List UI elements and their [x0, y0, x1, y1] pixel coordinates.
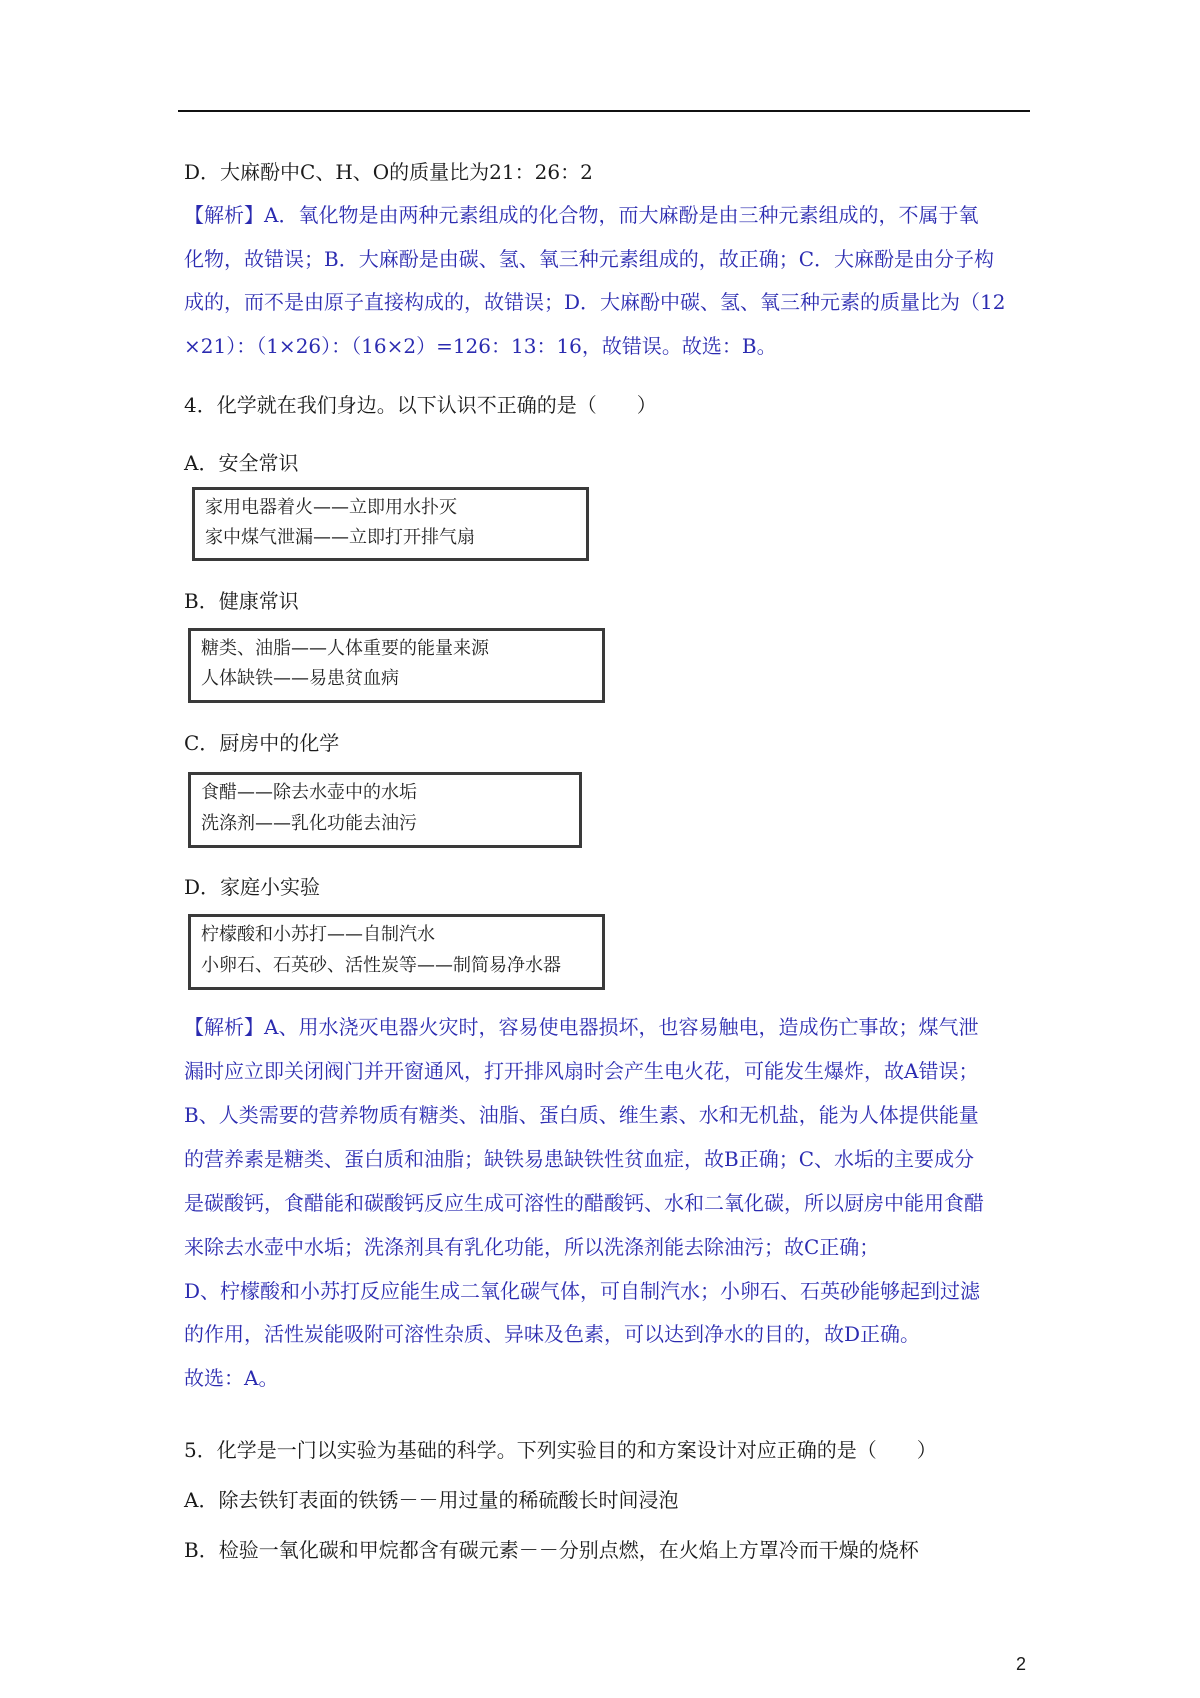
q5-option-b: B．检验一氧化碳和甲烷都含有碳元素－－分别点燃，在火焰上方罩冷而干燥的烧杯 [184, 1538, 919, 1562]
analysis3-tag: 【解析】 [184, 203, 264, 227]
q4-option-b-box-line-2: 人体缺铁——易患贫血病 [201, 668, 399, 689]
q4-option-b-box [188, 628, 605, 703]
q4-option-a-box-line-2: 家中煤气泄漏——立即打开排气扇 [205, 527, 475, 548]
analysis3-line-3: 成的，而不是由原子直接构成的，故错误；D．大麻酚中碳、氢、氧三种元素的质量比为（12 [184, 290, 1006, 314]
header-rule [178, 110, 1030, 112]
q5-stem: 5．化学是一门以实验为基础的科学。下列实验目的和方案设计对应正确的是（ ） [184, 1438, 937, 1462]
q4-option-a-box-line-1: 家用电器着火——立即用水扑灭 [205, 497, 457, 518]
analysis4-line-6: 来除去水壶中水垢；洗涤剂具有乳化功能，所以洗涤剂能去除油污；故C正确； [184, 1235, 880, 1259]
analysis4-line-2: 漏时应立即关闭阀门并开窗通风，打开排风扇时会产生电火花，可能发生爆炸，故A错误； [184, 1059, 979, 1083]
q4-option-b-label: B．健康常识 [184, 589, 299, 613]
analysis4-line-4: 的营养素是糖类、蛋白质和油脂；缺铁易患缺铁性贫血症，故B正确；C、水垢的主要成分 [184, 1147, 974, 1171]
q4-option-b-box-line-1: 糖类、油脂——人体重要的能量来源 [201, 638, 489, 659]
q4-option-c-box-line-2: 洗涤剂——乳化功能去油污 [201, 813, 417, 834]
analysis4-line-9: 故选：A。 [184, 1366, 279, 1390]
analysis4-line-8: 的作用，活性炭能吸附可溶性杂质、异味及色素，可以达到净水的目的，故D正确。 [184, 1322, 921, 1346]
q4-option-d-box-line-2: 小卵石、石英砂、活性炭等——制简易净水器 [201, 955, 561, 976]
q4-option-a-label: A．安全常识 [184, 451, 299, 475]
q4-option-d-label: D．家庭小实验 [184, 875, 321, 899]
q4-option-c-label: C．厨房中的化学 [184, 731, 340, 755]
analysis3-line-1: 【解析】A．氧化物是由两种元素组成的化合物，而大麻酚是由三种元素组成的，不属于氧 [184, 203, 979, 227]
prev-option-d: D．大麻酚中C、H、O的质量比为21：26：2 [184, 160, 593, 184]
analysis4-line-1: 【解析】A、用水浇灭电器火灾时，容易使电器损坏，也容易触电，造成伤亡事故；煤气泄 [184, 1015, 979, 1039]
q4-option-c-box [188, 772, 582, 848]
analysis3-line-4: ×21）：（1×26）：（16×2）=126：13：16，故错误。故选：B。 [184, 334, 777, 358]
analysis4-line-5: 是碳酸钙，食醋能和碳酸钙反应生成可溶性的醋酸钙、水和二氧化碳，所以厨房中能用食醋 [184, 1191, 984, 1215]
analysis4-line-7: D、柠檬酸和小苏打反应能生成二氧化碳气体，可自制汽水；小卵石、石英砂能够起到过滤 [184, 1279, 981, 1303]
q4-option-d-box-line-1: 柠檬酸和小苏打——自制汽水 [201, 924, 435, 945]
q4-option-d-box [188, 914, 605, 990]
analysis4-line-3: B、人类需要的营养物质有糖类、油脂、蛋白质、维生素、水和无机盐，能为人体提供能量 [184, 1103, 979, 1127]
analysis4-tag: 【解析】 [184, 1015, 264, 1039]
q5-option-a: A．除去铁钉表面的铁锈－－用过量的稀硫酸长时间浸泡 [184, 1488, 679, 1512]
page-number: 2 [1016, 1654, 1027, 1674]
q4-option-a-box [192, 487, 589, 561]
analysis3-line-2: 化物，故错误；B．大麻酚是由碳、氢、氧三种元素组成的，故正确；C．大麻酚是由分子构 [184, 247, 994, 271]
q4-option-c-box-line-1: 食醋——除去水壶中的水垢 [201, 782, 417, 803]
q4-stem: 4．化学就在我们身边。以下认识不正确的是（ ） [184, 393, 657, 417]
